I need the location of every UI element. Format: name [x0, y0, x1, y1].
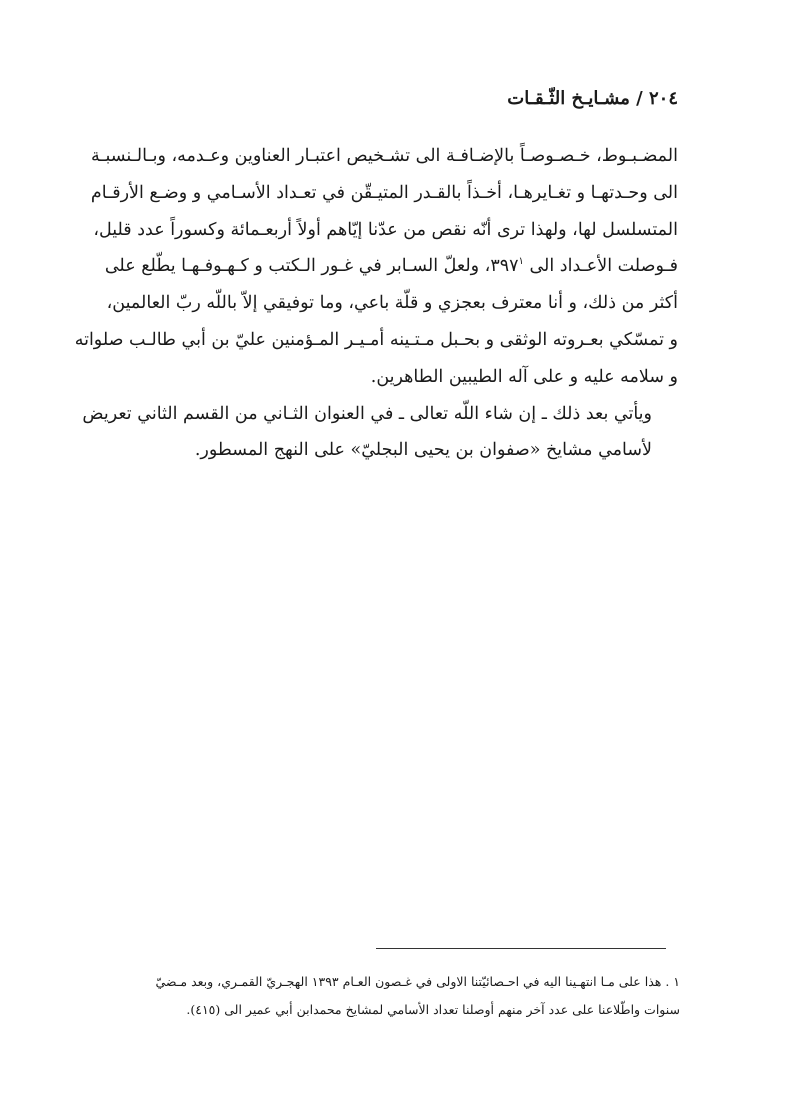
- footnotes: [112, 968, 680, 1024]
- text-line: و سلامه عليه و على آله الطيبين الطاهرين.: [370, 366, 678, 387]
- main-text: [74, 138, 678, 469]
- text-line: ويأتي بعد ذلك ـ إن شاء اللّه تعالى ـ في العنوان الثـاني من القسم الثاني تعريض: [82, 403, 652, 424]
- page-number-and-book-title: ٢٠٤ / مشـايـخ الثّـقـات: [507, 88, 678, 109]
- footnote-line: ١ . هذا على مـا انتهـينا اليه في احـصائيّتنا الاولى في غـصون العـام ١٣٩٣ الهجـريّ القمـري، وبعد مـضيّ: [155, 974, 680, 989]
- footnote-line: سنوات واطّلاعنا على عدد آخر منهم أوصلنا تعداد الأسامي لمشايخ محمدابن أبي عمير الى (٤١٥).: [186, 1002, 680, 1017]
- paragraph-1: [74, 138, 678, 396]
- text-line: و تمسّكي بعـروته الوثقى و بحـبل مـتـينه أمـيـر المـؤمنين عليّ بن أبي طالـب صلواته: [74, 329, 678, 350]
- text-line-with-footnote-ref: [104, 248, 678, 285]
- text-line: الى وحـدتهـا و تغـايرهـا، أخـذاً بالقـدر المتيـقّن في تعـداد الأسـامي و وضـع الأرقـام: [90, 182, 678, 203]
- text-line: لأسامي مشايخ «صفوان بن يحيى البجليّ» على النهج المسطور.: [194, 440, 652, 461]
- text-line: أكثر من ذلك، و أنا معترف بعجزي و قلّة باعي، وما توفيقي إلاّ باللّه ربّ العالمين،: [106, 293, 678, 314]
- text-line: المتسلسل لها، ولهذا ترى أنّه نقص من عدّنا إيّاهم أولاً أربعـمائة وكسوراً عدد قليل،: [93, 219, 678, 240]
- text-segment: ، ولعلّ السـابر في غـور الـكتب و كـهـوفـهـا يطّلع على: [104, 256, 491, 277]
- footnote-reference[interactable]: ١: [518, 256, 524, 268]
- footnote-divider: [376, 948, 666, 949]
- text-line: المضـبـوط، خـصـوصـاً بالإضـافـة الى تشـخيص اعتبـار العناوين وعـدمه، وبـالـنسبـة: [91, 146, 678, 166]
- page-header: [108, 88, 678, 109]
- paragraph-2: [82, 396, 678, 470]
- text-segment: فـوصلت الأعـداد الى ٣٩٧: [490, 256, 678, 277]
